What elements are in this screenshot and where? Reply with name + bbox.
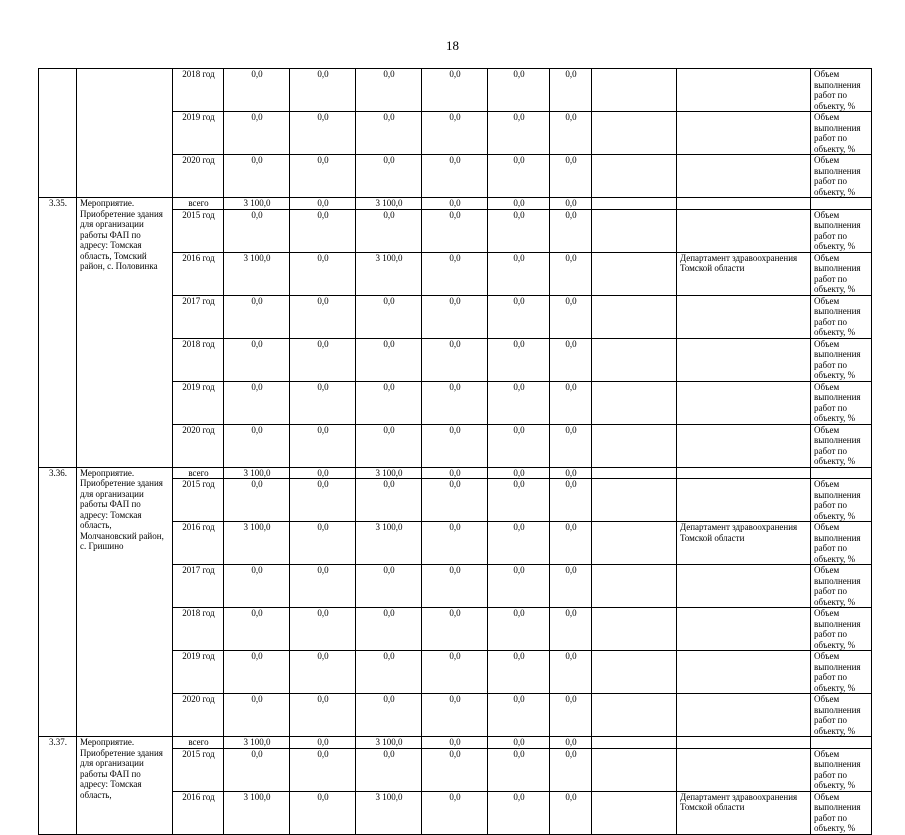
amount-cell: 0,0 [550, 479, 592, 522]
executor-cell [677, 209, 811, 252]
amount-cell: 0,0 [550, 209, 592, 252]
amount-cell: 0,0 [550, 737, 592, 749]
executor-cell [677, 479, 811, 522]
year-cell: 2016 год [173, 522, 224, 565]
indicator-cell: Объем выполнения работ по объекту, % [811, 479, 872, 522]
table-row [39, 198, 872, 210]
amount-cell: 0,0 [488, 424, 550, 467]
amount-cell: 0,0 [550, 69, 592, 112]
amount-cell: 0,0 [224, 69, 290, 112]
table-row [39, 467, 872, 479]
amount-cell: 0,0 [550, 424, 592, 467]
executor-cell: Департамент здравоохранения Томской области [677, 791, 811, 834]
amount-cell: 0,0 [550, 198, 592, 210]
amount-cell: 0,0 [422, 791, 488, 834]
amount-cell: 0,0 [290, 69, 356, 112]
year-cell: 2019 год [173, 381, 224, 424]
amount-cell: 0,0 [550, 651, 592, 694]
amount-cell: 0,0 [290, 381, 356, 424]
amount-cell: 0,0 [422, 198, 488, 210]
amount-cell: 0,0 [290, 209, 356, 252]
amount-cell: 0,0 [356, 651, 422, 694]
amount-cell: 0,0 [422, 479, 488, 522]
indicator-cell: Объем выполнения работ по объекту, % [811, 112, 872, 155]
amount-cell: 0,0 [488, 565, 550, 608]
executor-cell [677, 565, 811, 608]
indicator-cell [811, 737, 872, 749]
empty-cell [592, 338, 677, 381]
amount-cell: 0,0 [488, 381, 550, 424]
item-number: 3.36. [39, 467, 77, 737]
amount-cell: 0,0 [422, 252, 488, 295]
year-cell: 2020 год [173, 155, 224, 198]
amount-cell: 0,0 [488, 651, 550, 694]
amount-cell: 0,0 [290, 651, 356, 694]
amount-cell: 0,0 [224, 748, 290, 791]
amount-cell: 0,0 [488, 467, 550, 479]
indicator-cell: Объем выполнения работ по объекту, % [811, 155, 872, 198]
executor-cell [677, 651, 811, 694]
executor-cell: Департамент здравоохранения Томской области [677, 252, 811, 295]
amount-cell: 3 100,0 [224, 791, 290, 834]
empty-cell [592, 791, 677, 834]
amount-cell: 0,0 [356, 565, 422, 608]
amount-cell: 0,0 [550, 112, 592, 155]
indicator-cell [811, 467, 872, 479]
amount-cell: 3 100,0 [356, 252, 422, 295]
amount-cell: 0,0 [488, 112, 550, 155]
indicator-cell: Объем выполнения работ по объекту, % [811, 424, 872, 467]
amount-cell: 0,0 [550, 381, 592, 424]
item-name: Мероприятие. Приобретение здания для организации работы ФАП по адресу: Томская область, [77, 737, 173, 835]
amount-cell: 0,0 [290, 112, 356, 155]
amount-cell: 0,0 [422, 467, 488, 479]
executor-cell [677, 424, 811, 467]
empty-cell [592, 295, 677, 338]
indicator-cell: Объем выполнения работ по объекту, % [811, 381, 872, 424]
executor-cell [677, 198, 811, 210]
indicator-cell [811, 198, 872, 210]
indicator-cell: Объем выполнения работ по объекту, % [811, 69, 872, 112]
amount-cell: 0,0 [488, 737, 550, 749]
item-number: 3.35. [39, 198, 77, 468]
year-cell: 2019 год [173, 651, 224, 694]
amount-cell: 0,0 [488, 608, 550, 651]
amount-cell: 0,0 [356, 381, 422, 424]
executor-cell [677, 338, 811, 381]
amount-cell: 0,0 [224, 565, 290, 608]
executor-cell [677, 737, 811, 749]
amount-cell: 3 100,0 [356, 522, 422, 565]
empty-cell [592, 651, 677, 694]
amount-cell: 3 100,0 [224, 252, 290, 295]
item-name: Мероприятие. Приобретение здания для организации работы ФАП по адресу: Томская область, Томский район, с. Половинка [77, 198, 173, 468]
amount-cell: 0,0 [422, 155, 488, 198]
empty-cell [592, 467, 677, 479]
amount-cell: 0,0 [488, 694, 550, 737]
empty-cell [592, 565, 677, 608]
amount-cell: 0,0 [550, 748, 592, 791]
empty-cell [592, 252, 677, 295]
amount-cell: 0,0 [290, 737, 356, 749]
amount-cell: 0,0 [422, 522, 488, 565]
amount-cell: 0,0 [290, 479, 356, 522]
amount-cell: 3 100,0 [356, 198, 422, 210]
year-cell: всего [173, 737, 224, 749]
amount-cell: 0,0 [224, 295, 290, 338]
executor-cell [677, 748, 811, 791]
amount-cell: 3 100,0 [224, 737, 290, 749]
item-number: 3.37. [39, 737, 77, 835]
executor-cell: Департамент здравоохранения Томской области [677, 522, 811, 565]
indicator-cell: Объем выполнения работ по объекту, % [811, 338, 872, 381]
amount-cell: 0,0 [224, 112, 290, 155]
empty-cell [592, 424, 677, 467]
amount-cell: 3 100,0 [224, 522, 290, 565]
amount-cell: 3 100,0 [356, 467, 422, 479]
amount-cell: 0,0 [290, 295, 356, 338]
amount-cell: 0,0 [290, 748, 356, 791]
year-cell: всего [173, 467, 224, 479]
amount-cell: 0,0 [422, 338, 488, 381]
amount-cell: 0,0 [224, 381, 290, 424]
amount-cell: 0,0 [488, 479, 550, 522]
amount-cell: 0,0 [422, 651, 488, 694]
amount-cell: 0,0 [356, 209, 422, 252]
amount-cell: 0,0 [422, 608, 488, 651]
empty-cell [592, 748, 677, 791]
amount-cell: 0,0 [356, 748, 422, 791]
amount-cell: 0,0 [290, 608, 356, 651]
amount-cell: 0,0 [290, 791, 356, 834]
table-row [39, 737, 872, 749]
amount-cell: 0,0 [356, 608, 422, 651]
amount-cell: 0,0 [488, 791, 550, 834]
amount-cell: 0,0 [356, 694, 422, 737]
amount-cell: 0,0 [224, 155, 290, 198]
program-table [38, 68, 872, 835]
empty-cell [592, 198, 677, 210]
year-cell: 2017 год [173, 295, 224, 338]
amount-cell: 0,0 [488, 338, 550, 381]
year-cell: 2016 год [173, 791, 224, 834]
empty-cell [592, 522, 677, 565]
amount-cell: 0,0 [224, 651, 290, 694]
amount-cell: 0,0 [488, 748, 550, 791]
table-row [39, 69, 872, 112]
amount-cell: 0,0 [550, 252, 592, 295]
amount-cell: 0,0 [422, 424, 488, 467]
indicator-cell: Объем выполнения работ по объекту, % [811, 694, 872, 737]
amount-cell: 0,0 [224, 338, 290, 381]
amount-cell: 0,0 [356, 424, 422, 467]
empty-cell [592, 694, 677, 737]
executor-cell [677, 155, 811, 198]
amount-cell: 0,0 [550, 694, 592, 737]
amount-cell: 0,0 [488, 155, 550, 198]
amount-cell: 0,0 [488, 295, 550, 338]
executor-cell [677, 69, 811, 112]
amount-cell: 0,0 [488, 209, 550, 252]
year-cell: 2020 год [173, 424, 224, 467]
empty-cell [592, 69, 677, 112]
indicator-cell: Объем выполнения работ по объекту, % [811, 565, 872, 608]
executor-cell [677, 295, 811, 338]
amount-cell: 0,0 [422, 694, 488, 737]
amount-cell: 0,0 [224, 479, 290, 522]
amount-cell: 0,0 [356, 338, 422, 381]
year-cell: 2019 год [173, 112, 224, 155]
amount-cell: 0,0 [550, 467, 592, 479]
amount-cell: 0,0 [422, 565, 488, 608]
amount-cell: 0,0 [550, 565, 592, 608]
amount-cell: 0,0 [356, 112, 422, 155]
amount-cell: 0,0 [290, 198, 356, 210]
empty-cell [592, 381, 677, 424]
empty-cell [592, 479, 677, 522]
year-cell: 2020 год [173, 694, 224, 737]
amount-cell: 0,0 [488, 69, 550, 112]
amount-cell: 0,0 [290, 338, 356, 381]
amount-cell: 0,0 [224, 694, 290, 737]
amount-cell: 0,0 [550, 295, 592, 338]
amount-cell: 0,0 [224, 424, 290, 467]
amount-cell: 0,0 [488, 522, 550, 565]
empty-cell [592, 112, 677, 155]
page-number: 18 [446, 38, 459, 53]
year-cell: 2017 год [173, 565, 224, 608]
indicator-cell: Объем выполнения работ по объекту, % [811, 522, 872, 565]
amount-cell: 0,0 [290, 467, 356, 479]
indicator-cell: Объем выполнения работ по объекту, % [811, 748, 872, 791]
executor-cell [677, 608, 811, 651]
year-cell: 2015 год [173, 479, 224, 522]
indicator-cell: Объем выполнения работ по объекту, % [811, 791, 872, 834]
year-cell: 2015 год [173, 209, 224, 252]
amount-cell: 0,0 [290, 565, 356, 608]
amount-cell: 0,0 [290, 252, 356, 295]
item-name [77, 69, 173, 198]
empty-cell [592, 155, 677, 198]
amount-cell: 0,0 [224, 209, 290, 252]
amount-cell: 0,0 [550, 338, 592, 381]
amount-cell: 0,0 [550, 522, 592, 565]
amount-cell: 0,0 [356, 69, 422, 112]
amount-cell: 3 100,0 [356, 737, 422, 749]
executor-cell [677, 112, 811, 155]
empty-cell [592, 209, 677, 252]
amount-cell: 0,0 [422, 295, 488, 338]
amount-cell: 0,0 [422, 69, 488, 112]
amount-cell: 3 100,0 [224, 198, 290, 210]
year-cell: 2018 год [173, 608, 224, 651]
amount-cell: 0,0 [290, 424, 356, 467]
indicator-cell: Объем выполнения работ по объекту, % [811, 608, 872, 651]
year-cell: 2018 год [173, 69, 224, 112]
year-cell: 2015 год [173, 748, 224, 791]
amount-cell: 0,0 [550, 791, 592, 834]
amount-cell: 0,0 [488, 252, 550, 295]
amount-cell: 0,0 [550, 608, 592, 651]
amount-cell: 0,0 [422, 737, 488, 749]
amount-cell: 0,0 [422, 748, 488, 791]
amount-cell: 0,0 [422, 209, 488, 252]
amount-cell: 0,0 [290, 522, 356, 565]
amount-cell: 0,0 [550, 155, 592, 198]
amount-cell: 0,0 [488, 198, 550, 210]
indicator-cell: Объем выполнения работ по объекту, % [811, 651, 872, 694]
amount-cell: 0,0 [356, 295, 422, 338]
year-cell: 2016 год [173, 252, 224, 295]
amount-cell: 0,0 [356, 155, 422, 198]
item-number [39, 69, 77, 198]
empty-cell [592, 737, 677, 749]
amount-cell: 3 100,0 [224, 467, 290, 479]
indicator-cell: Объем выполнения работ по объекту, % [811, 295, 872, 338]
amount-cell: 0,0 [224, 608, 290, 651]
year-cell: 2018 год [173, 338, 224, 381]
amount-cell: 0,0 [356, 479, 422, 522]
executor-cell [677, 467, 811, 479]
executor-cell [677, 694, 811, 737]
amount-cell: 0,0 [290, 694, 356, 737]
amount-cell: 0,0 [290, 155, 356, 198]
empty-cell [592, 608, 677, 651]
amount-cell: 3 100,0 [356, 791, 422, 834]
year-cell: всего [173, 198, 224, 210]
amount-cell: 0,0 [422, 112, 488, 155]
indicator-cell: Объем выполнения работ по объекту, % [811, 252, 872, 295]
item-name: Мероприятие. Приобретение здания для организации работы ФАП по адресу: Томская область, Молчановский район, с. Гришино [77, 467, 173, 737]
indicator-cell: Объем выполнения работ по объекту, % [811, 209, 872, 252]
amount-cell: 0,0 [422, 381, 488, 424]
executor-cell [677, 381, 811, 424]
